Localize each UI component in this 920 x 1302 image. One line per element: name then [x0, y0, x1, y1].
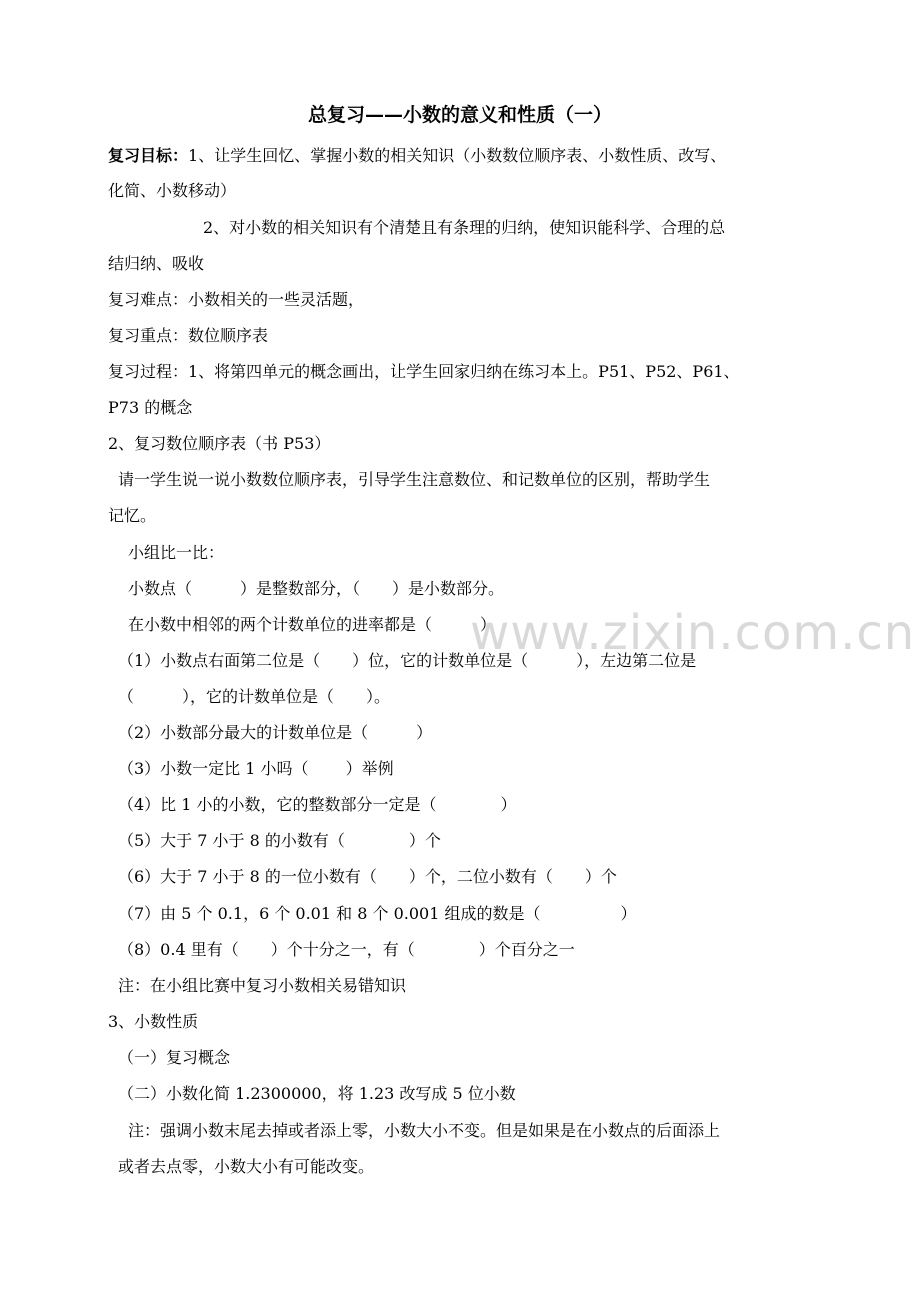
question-8: （8）0.4 里有（ ）个十分之一，有（ ）个百分之一: [118, 940, 575, 959]
question-3: （3）小数一定比 1 小吗（ ）举例: [118, 759, 394, 778]
page-title: 总复习——小数的意义和性质（一）: [307, 104, 612, 126]
question-4: （4）比 1 小的小数，它的整数部分一定是（ ）: [118, 795, 517, 814]
watermark: www.zixin.com.cn: [470, 605, 916, 661]
goal-2a: 2、对小数的相关知识有个清楚且有条理的归纳，使知识能科学、合理的总: [203, 218, 726, 237]
process-line-a: 复习过程：1、将第四单元的概念画出，让学生回家归纳在练习本上。P51、P52、P61、: [108, 362, 740, 381]
section-2-para-b: 记忆。: [108, 506, 157, 525]
question-5: （5）大于 7 小于 8 的小数有（ ）个: [118, 831, 441, 850]
section-3-item-2: （二）小数化简 1.2300000，将 1.23 改写成 5 位小数: [118, 1084, 516, 1103]
goal-label: 复习目标：: [108, 146, 189, 165]
goal-2b: 结归纳、吸收: [108, 254, 205, 273]
section-3-item-1: （一）复习概念: [118, 1048, 231, 1067]
note-2b: 或者去点零，小数大小有可能改变。: [118, 1157, 375, 1176]
question-1b: （ ），它的计数单位是（ ）。: [118, 687, 391, 706]
question-7: （7）由 5 个 0.1，6 个 0.01 和 8 个 0.001 组成的数是（ ）: [118, 904, 637, 923]
goal-1a: 1、让学生回忆、掌握小数的相关知识（小数数位顺序表、小数性质、改写、: [188, 146, 727, 165]
goal-1b: 化简、小数移动）: [108, 181, 237, 200]
section-2-heading: 2、复习数位顺序表（书 P53）: [108, 434, 331, 453]
goal-line-1: [108, 145, 726, 167]
group-heading: 小组比一比：: [128, 543, 225, 562]
note-2a: 注：强调小数末尾去掉或者添上零，小数大小不变。但是如果是在小数点的后面添上: [128, 1121, 721, 1140]
difficulty-line: 复习难点：小数相关的一些灵活题，: [108, 290, 365, 309]
key-point-line: 复习重点：数位顺序表: [108, 326, 269, 345]
question-2: （2）小数部分最大的计数单位是（ ）: [118, 723, 433, 742]
question-point: 小数点（ ）是整数部分，（ ）是小数部分。: [128, 579, 505, 598]
process-line-b: P73 的概念: [108, 398, 193, 417]
section-3-heading: 3、小数性质: [108, 1012, 199, 1031]
note-1: 注：在小组比赛中复习小数相关易错知识: [118, 976, 407, 995]
question-rate: 在小数中相邻的两个计数单位的进率都是（ ）: [128, 615, 497, 634]
question-1a: （1）小数点右面第二位是（ ）位，它的计数单位是（ ），左边第二位是: [118, 651, 697, 670]
section-2-para-a: 请一学生说一说小数数位顺序表，引导学生注意数位、和记数单位的区别，帮助学生: [118, 470, 711, 489]
question-6: （6）大于 7 小于 8 的一位小数有（ ）个，二位小数有（ ）个: [118, 867, 617, 886]
